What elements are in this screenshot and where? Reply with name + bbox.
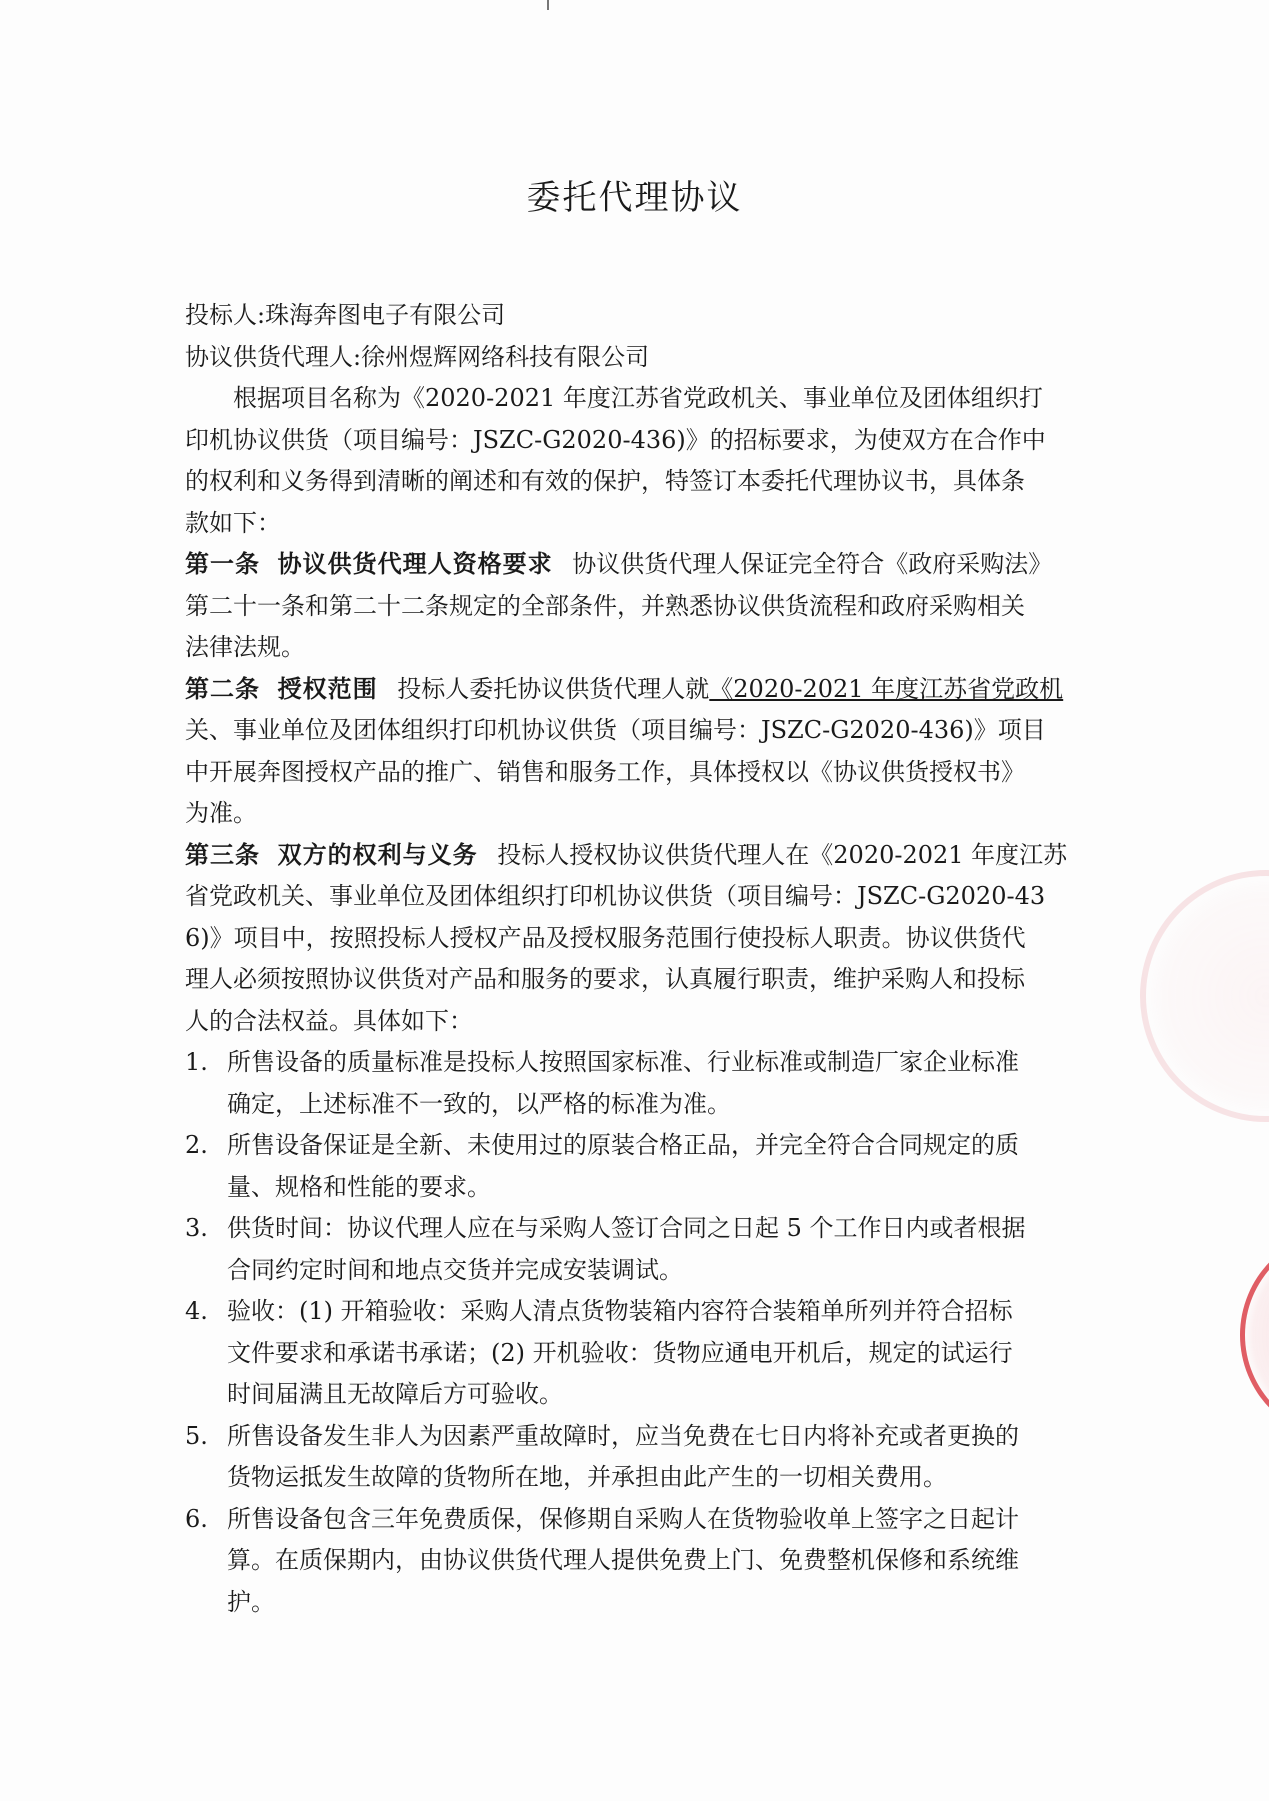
bidder-line: 投标人:珠海奔图电子有限公司 [185,301,506,329]
list-item [185,1499,1075,1624]
article-3-first-line [185,835,1075,877]
article-2-lead: 投标人委托协议供货代理人就 [397,674,710,703]
list-item-number: 2. [185,1131,208,1159]
list-item-line: 算。在质保期内，由协议供货代理人提供免费上门、免费整机保修和系统维 [227,1546,1019,1574]
agent-line: 协议供货代理人:徐州煜辉网络科技有限公司 [185,342,650,371]
article-3 [185,835,1075,1043]
list-item-line: 文件要求和承诺书承诺；(2) 开机验收：货物应通电开机后，规定的试运行 [227,1338,1013,1367]
list-item-line: 供货时间：协议代理人应在与采购人签订合同之日起 5 个工作日内或者根据 [227,1214,1026,1242]
article-1-heading: 协议供货代理人资格要求 [277,550,553,578]
list-item-line: 所售设备包含三年免费质保，保修期自采购人在货物验收单上签字之日起计 [227,1504,1019,1533]
list-item-line: 所售设备的质量标准是投标人按照国家标准、行业标准或制造厂家企业标准 [227,1048,1019,1076]
document-body [185,295,1075,1623]
article-2-project-name: 《2020-2021 年度江苏省党政机 [709,674,1064,703]
faded-company-seal [1140,870,1269,1122]
list-item [185,1416,1075,1499]
article-2-first-line [185,669,1075,711]
article-3-line: 6)》项目中，按照投标人授权产品及授权服务范围行使投标人职责。协议供货代 [185,923,1026,952]
list-item-line: 确定，上述标准不一致的，以严格的标准为准。 [227,1089,731,1118]
article-1-line: 第二十一条和第二十二条规定的全部条件，并熟悉协议供货流程和政府采购相关 [185,591,1025,620]
article-3-line: 人的合法权益。具体如下： [185,1006,473,1035]
list-item-number: 5. [185,1421,208,1450]
intro-line: 印机协议供货（项目编号：JSZC-G2020-436)》的招标要求，为使双方在合作中 [185,425,1046,454]
list-item-number: 6. [185,1504,208,1533]
article-3-text: 投标人授权协议供货代理人在《2020-2021 年度江苏 [497,840,1068,869]
article-3-line: 省党政机关、事业单位及团体组织打印机协议供货（项目编号：JSZC-G2020-43 [185,882,1046,910]
list-item-line: 护。 [227,1587,275,1616]
list-item-line: 所售设备保证是全新、未使用过的原装合格正品，并完全符合合同规定的质 [227,1131,1019,1159]
article-2-heading: 授权范围 [277,674,378,703]
article-2-number: 第二条 [185,674,260,703]
list-item-line: 时间届满且无故障后方可验收。 [227,1380,563,1408]
list-item-number: 4. [185,1297,208,1325]
list-item-number: 1. [185,1048,208,1076]
intro-line: 根据项目名称为《2020-2021 年度江苏省党政机关、事业单位及团体组织打 [233,384,1043,412]
list-item [185,1208,1075,1291]
document-title: 委托代理协议 [526,178,743,218]
article-1-line: 法律法规。 [185,633,305,661]
list-item-number: 3. [185,1214,208,1242]
list-item-line: 合同约定时间和地点交货并完成安装调试。 [227,1255,683,1284]
obligations-list [185,1042,1075,1623]
article-3-number: 第三条 [185,840,260,869]
article-2-line: 关、事业单位及团体组织打印机协议供货（项目编号：JSZC-G2020-436)》项目 [185,716,1046,744]
red-company-seal [1240,1230,1269,1440]
scan-mark [547,0,549,10]
intro-paragraph [185,378,1075,544]
list-item-line: 量、规格和性能的要求。 [227,1172,491,1201]
list-item-line: 货物运抵发生故障的货物所在地，并承担由此产生的一切相关费用。 [227,1463,947,1491]
article-1-first-line [185,544,1075,586]
list-item-line: 所售设备发生非人为因素严重故障时，应当免费在七日内将补充或者更换的 [227,1421,1019,1450]
list-item-line: 验收：(1) 开箱验收：采购人清点货物装箱内容符合装箱单所列并符合招标 [227,1297,1013,1325]
article-1 [185,544,1075,669]
intro-line: 的权利和义务得到清晰的阐述和有效的保护，特签订本委托代理协议书，具体条 [185,467,1025,495]
article-1-text: 协议供货代理人保证完全符合《政府采购法》 [572,550,1053,578]
list-item [185,1042,1075,1125]
intro-line: 款如下： [185,508,281,537]
article-3-line: 理人必须按照协议供货对产品和服务的要求，认真履行职责，维护采购人和投标 [185,965,1025,993]
list-item [185,1125,1075,1208]
article-2-line: 中开展奔图授权产品的推广、销售和服务工作，具体授权以《协议供货授权书》 [185,757,1025,786]
article-2-line: 为准。 [185,799,257,827]
article-1-number: 第一条 [185,550,260,578]
article-2 [185,669,1075,835]
article-3-heading: 双方的权利与义务 [277,840,478,869]
list-item [185,1291,1075,1416]
